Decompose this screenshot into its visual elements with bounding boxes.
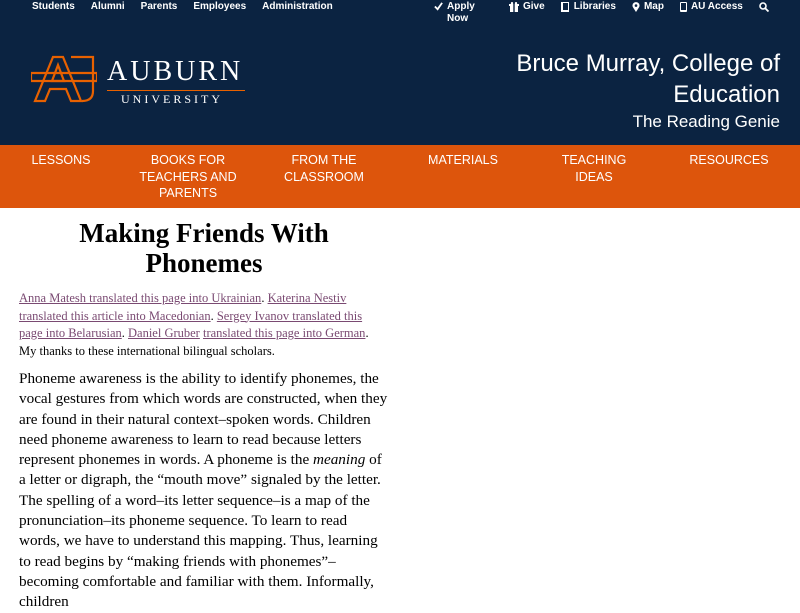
link-au-access-label: AU Access [690, 1, 743, 12]
credit-sep: . [210, 308, 217, 323]
link-ukrainian[interactable]: Anna Matesh translated this page into Ukrainian [19, 291, 262, 305]
page-title: Making Friends With Phonemes [79, 218, 329, 278]
link-libraries-label: Libraries [573, 1, 616, 12]
search-button[interactable] [759, 1, 773, 25]
link-map-label: Map [643, 1, 664, 12]
map-pin-icon [632, 2, 640, 12]
au-monogram-icon [31, 53, 97, 103]
link-administration[interactable]: Administration [262, 1, 333, 12]
link-apply-now-label: Apply Now [447, 1, 475, 24]
mobile-icon [680, 2, 687, 12]
utility-links [434, 1, 773, 25]
link-libraries[interactable] [561, 1, 616, 25]
link-german[interactable]: translated this page into German [202, 326, 366, 340]
nav-lessons[interactable]: LESSONS [31, 153, 91, 167]
gift-icon [509, 2, 519, 12]
link-belarusian[interactable]: Sergey Ivanov translated this page into Belarusian [19, 308, 363, 340]
article [19, 218, 389, 613]
paragraph-text: Phoneme awareness is the ability to identify phonemes, the vocal gestures from which words are constructed, when they are found in their natural context–spoken words. Children need phoneme awareness to learn to read because letters represent phonemes in words. A phoneme is the [19, 370, 388, 469]
translation-credits [19, 290, 369, 360]
body-paragraph [19, 369, 389, 613]
link-students[interactable]: Students [32, 1, 75, 12]
site-subtitle[interactable]: The Reading Genie [632, 112, 780, 131]
credit-sep: . [261, 291, 268, 305]
paragraph-text: of a letter or digraph, the “mouth move” signaled by the letter. The spelling of a word–its letter sequence–is a map of the pronunciation–its phoneme sequence. To learn to read words, we have to understand this mapping. Thus, learning to read begins by “making friends with phonemes”–becoming comfortable and familiar with them. Informally, children [19, 451, 382, 611]
check-icon [434, 2, 443, 11]
link-alumni[interactable]: Alumni [90, 1, 125, 12]
link-give[interactable] [509, 1, 545, 25]
nav-materials[interactable]: MATERIALS [428, 153, 498, 167]
logo-subtext: UNIVERSITY [121, 92, 223, 106]
logo-divider [107, 90, 245, 91]
credit-thanks: . My thanks to these international bilingual scholars. [19, 326, 369, 358]
link-apply-now[interactable] [434, 1, 493, 25]
utility-bar [0, 0, 800, 28]
nav-resources[interactable]: RESOURCES [689, 153, 769, 167]
nav-teaching-ideas[interactable]: TEACHING IDEAS [561, 153, 627, 184]
link-parents[interactable]: Parents [140, 1, 178, 12]
emphasis-meaning: meaning [313, 451, 366, 469]
search-icon [759, 2, 769, 12]
link-employees[interactable]: Employees [193, 1, 247, 12]
link-give-label: Give [523, 1, 545, 12]
book-icon [561, 2, 570, 12]
site-title[interactable]: Bruce Murray, College of Education [516, 50, 780, 108]
link-macedonian[interactable]: Katerina Nestiv translated this article into Macedonian [19, 291, 347, 323]
credit-sep: . [121, 326, 128, 340]
nav-books[interactable]: BOOKS FOR TEACHERS AND PARENTS [139, 153, 237, 200]
audience-links [32, 1, 333, 13]
link-daniel-gruber[interactable]: Daniel Gruber [128, 326, 200, 340]
link-au-access[interactable] [680, 1, 743, 25]
link-map[interactable] [632, 1, 664, 25]
nav-from-classroom[interactable]: FROM THE CLASSROOM [284, 153, 364, 184]
main-nav [0, 145, 800, 208]
logo-wordmark: AUBURN [107, 56, 244, 87]
site-header [0, 28, 800, 145]
